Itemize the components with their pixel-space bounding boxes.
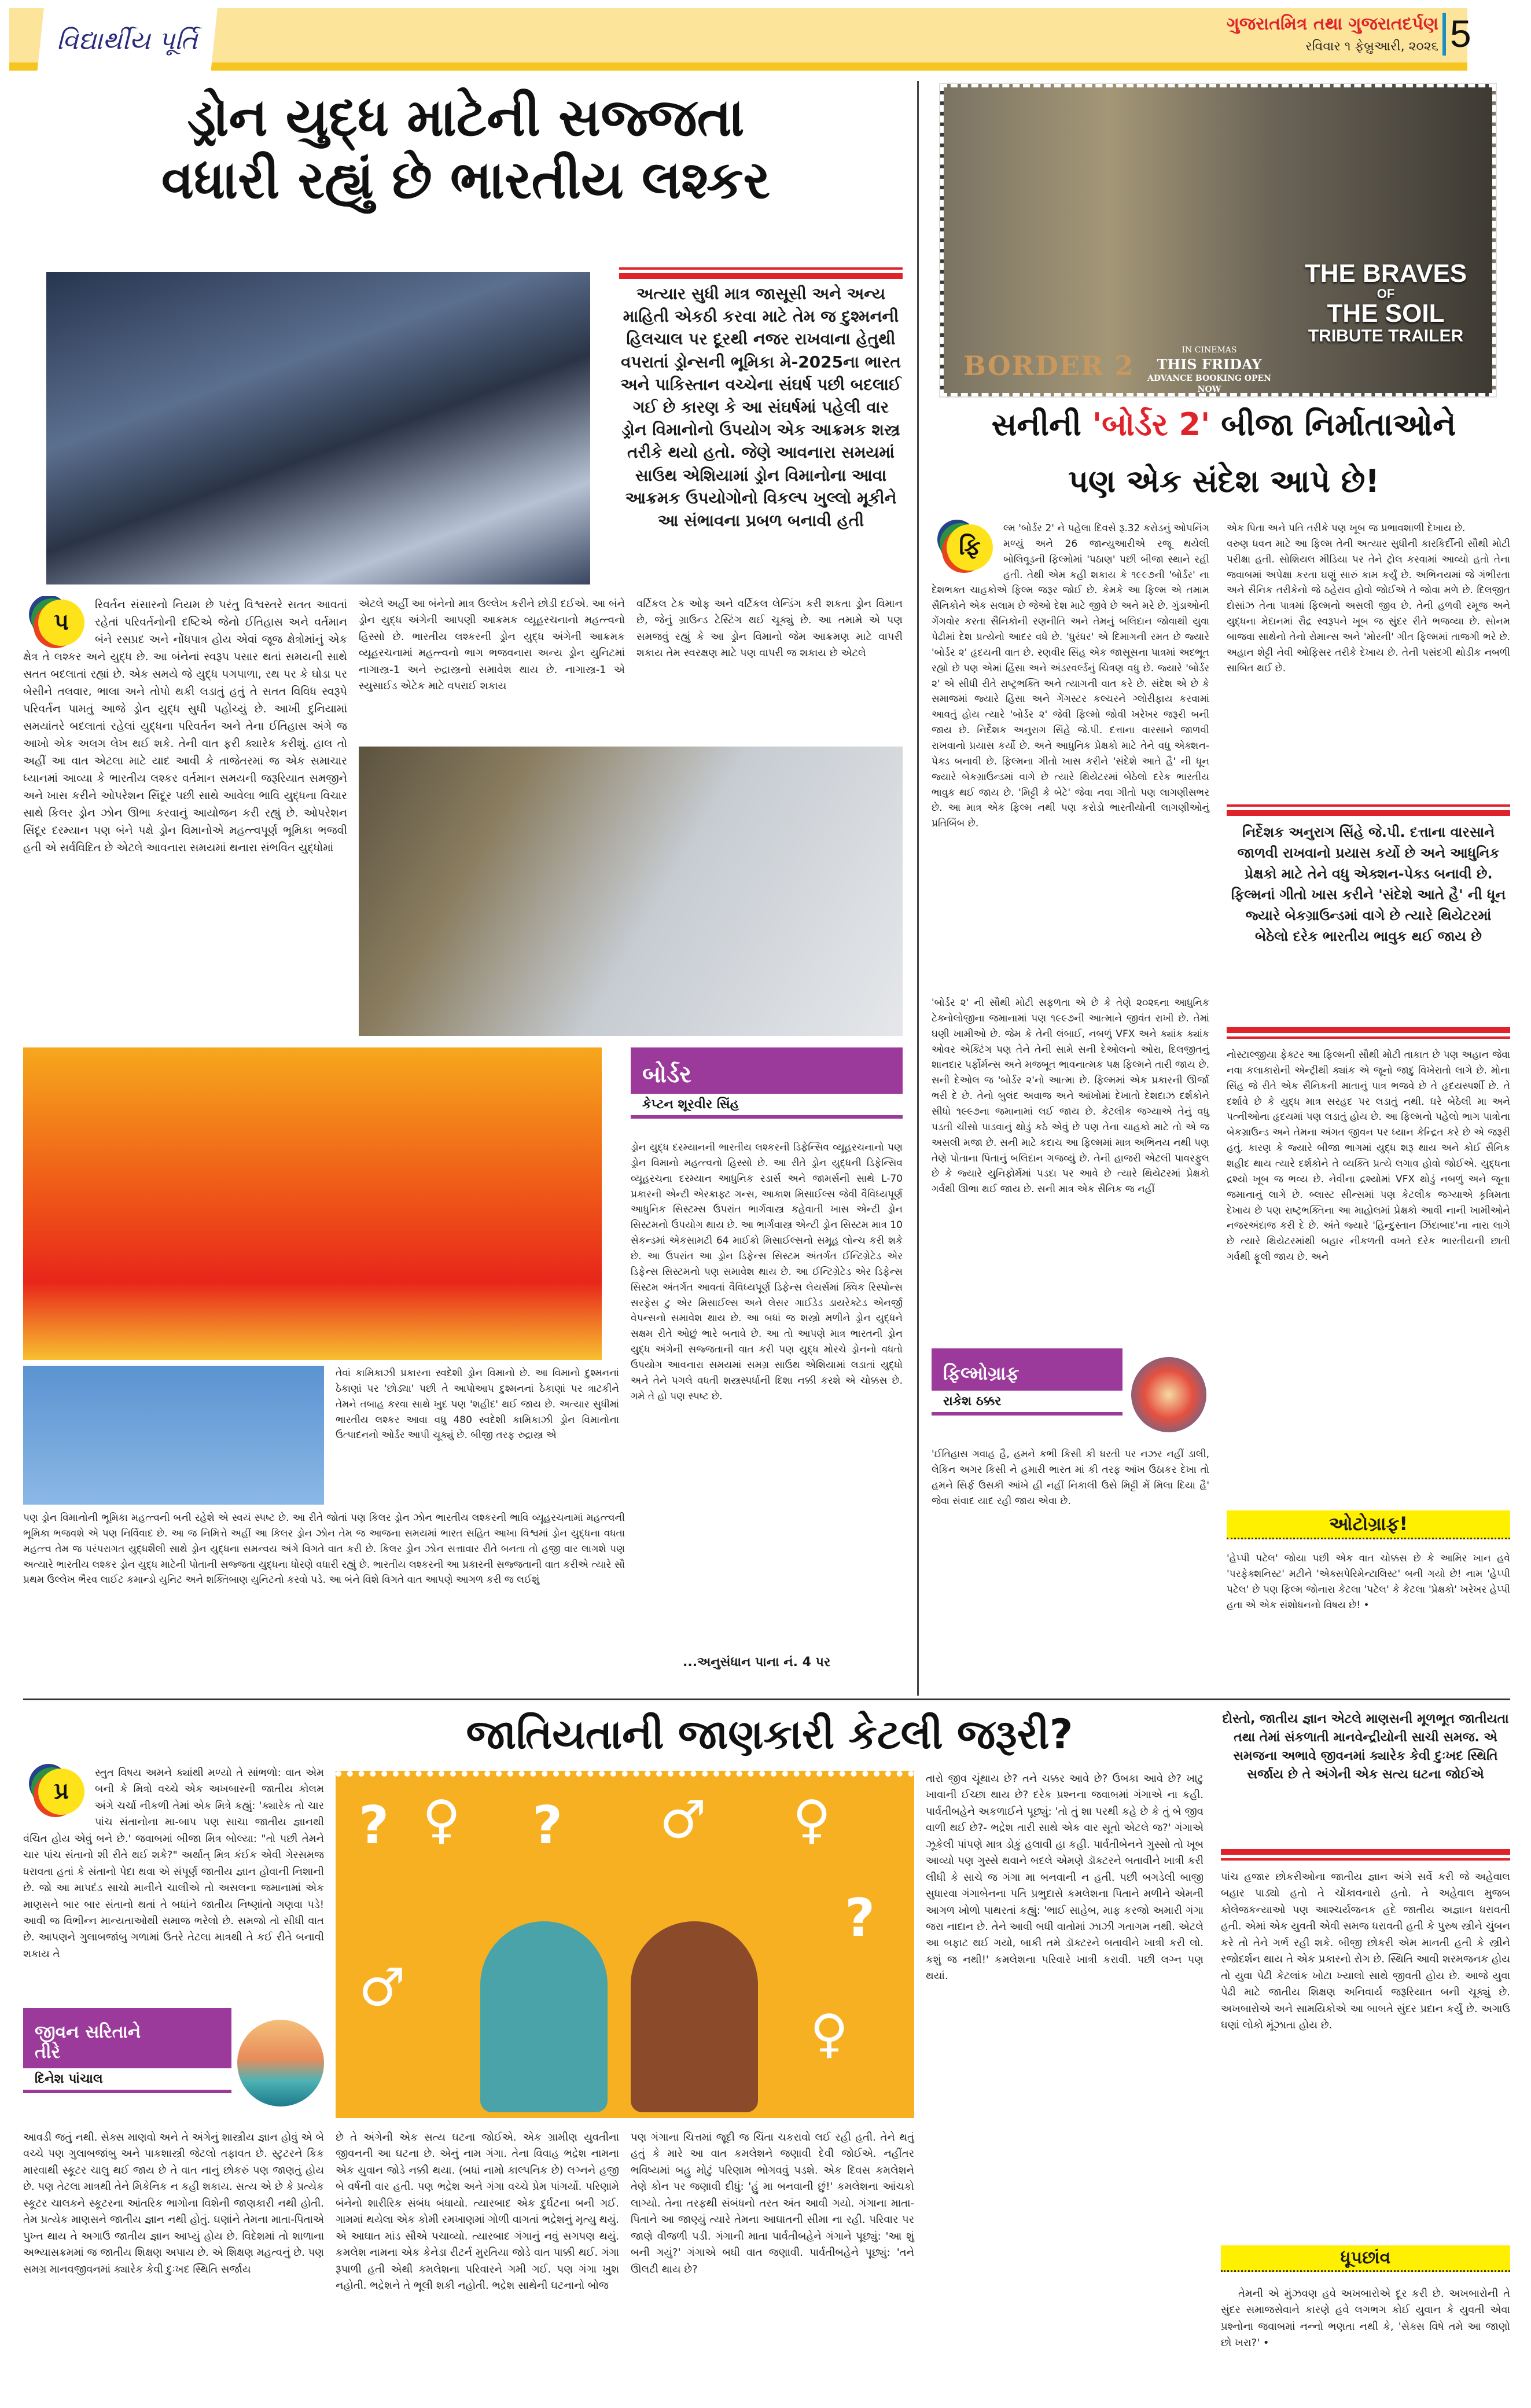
poster-release: IN CINEMAS THIS FRIDAY ADVANCE BOOKING OPEN NOW (1147, 345, 1271, 394)
drone-para-3: પણ ડ્રોન વિમાનોની ભૂમિકા મહત્ત્વની બની રહેશે એ સ્વયં સ્પષ્ટ છે. આ રીતે જોતાં પણ કિલર ડ્રોન ઝોન ભારતીય લશ્કરની ભાવિ વ્યૂહરચનામાં મહત્ત્વની ભૂમિકા ભજવશે એ પણ નિર્વિવાદ છે. આ જ નિમિત્તે અહીં આ કિલર ડ્રોન ઝોન તેમ જ આજના સમયમાં ભારત સહિત આખા વિશ્વમાં ડ્રોન યુદ્ધના વધતા મહત્ત્વ તેમ જ પરંપરાગત યુદ્ધશૈલી સાથે ડ્રોન યુદ્ધના સમન્વય અંગે વિગતે વાત કરી છે. કિલર ડ્રોન ઝોન સત્તાવાર રીતે બનતા તો હજી વાર લાગશે પણ અત્યારે ભારતીય લશ્કર ડ્રોન યુદ્ધ માટેની પોતાની સજ્જતા યુદ્ધના ધોરણે વધારી રહ્યું છે. ભારતીય લશ્કરની આ પ્રકારની સજ્જતાની વાત કરીએ ત્યારે સૌ પ્રથમ ઉલ્લેખ ભૈરવ લાઈટ કમાન્ડો યુનિટ અને શક્તિબાણ યુનિટનો કરવો પડે. આ બંને વિશે વિગતે વાત આપણે આગળ કરી જ લઈશું (23, 1512, 625, 1586)
column-badge-jivan: જીવન સરિતાને તીરે દિનેશ પાંચાલ (23, 2008, 231, 2093)
drone-swarm-photo (46, 272, 590, 584)
sexed-col-3: છે તે અંગેની એક સત્ય ઘટના જોઈએ. એક ગ્રામીણ યુવતીના જીવનની આ ઘટના છે. એનું નામ ગંગા. તેના વિવાહ ભદ્રેશ નામના એક યુવાન જોડે નક્કી થયા. (બધાં નામો કાલ્પનિક છે) લગ્નને હજી બે વર્ષની વાર હતી. પણ ભદ્રેશ અને ગંગા વચ્ચે પ્રેમ પાંગર્યો. પરિણામે બંનેનો શારીરિક સંબંધ બંધાયો. ત્યારબાદ એક દુર્ઘટના બની ગઈ. ગામમાં થયેલા એક કોમી રમખાણમાં ગોળી વાગતાં ભદ્રેશનું મૃત્યુ થયું. એ આઘાત માંડ સૌએ પચાવ્યો. ત્યારબાદ ગંગાનું નવું સગપણ થયું. કમલેશ નામના એક કેનેડા રીટર્ન મુરતિયા જોડે વાત પાક્કી થઈ. ગંગા રૂપાળી હતી એથી કમલેશના પરિવારને ગમી ગઈ. પણ ગંગા ખુશ નહોતી. ભદ્રેશને તે ભૂલી શકી નહોતી. ભદ્રેશ સાથેની ઘટનાનો બોજ (336, 2131, 619, 2292)
section-divider (23, 1699, 1510, 1700)
male-symbol-icon: ♂ (660, 1789, 706, 1850)
drone-intro: અત્યાર સુધી માત્ર જાસૂસી અને અન્ય માહિતી એકઠી કરવા માટે તેમ જ દુશ્મનની હિલચાલ પર દૂરથી નજર રાખવાના હેતુથી વપરાતાં ડ્રોન્સની ભૂમિકા મે-2025ના ભારત અને પાકિસ્તાન વચ્ચેના સંઘર્ષ પછી બદલાઈ ગઈ છે કારણ કે આ સંઘર્ષમાં પહેલી વાર ડ્રોન વિમાનોનો ઉપયોગ એક આક્રમક શસ્ત્ર તરીકે થયો હતો. જેણે આવનારા સમયમાં સાઉથ એશિયામાં ડ્રોન વિમાનોના આવા આક્રમક ઉપયોગોનો વિકલ્પ ખુલ્લો મૂકીને આ સંભાવના પ્રબળ બનાવી હતી (620, 284, 901, 530)
drop-initial-fi: ફિ (947, 524, 993, 571)
helicopter-drone-photo (23, 1366, 324, 1505)
edition-date: રવિવાર ૧ ફેબ્રુઆરી, ૨૦૨૬ (1305, 39, 1438, 54)
boy-figure (480, 1921, 608, 2112)
question-mark-icon: ? (845, 1888, 875, 1949)
red-rule (1227, 804, 1510, 816)
sexed-col-2: આવડી જતું નથી. સેક્સ માણવો અને તે અંગેનું શાસ્ત્રીય જ્ઞાન હોવું એ બે વચ્ચે પણ ગુલાબજાંબુ અને પાકશાસ્ત્રી જેટલો તફાવત છે. સ્ટુટરને કિક મારવાથી સ્કૂટર ચાલુ થઈ જાય છે તે વાત નાનું છોકરું પણ જાણતું હોય છે. પણ તેટલા માત્રથી તેને મિકેનિક ન કહી શકાય. સત્ય એ છે કે પ્રત્યેક સ્કૂટર ચાલકને સ્કૂટરના આંતરિક ભાગોના વિશેની જાણકારી નથી હોતી. તેમ પ્રત્યેક માણસને જાતીય જ્ઞાન નથી હોતું. ઘણાંને તેમના માતા-પિતાએ પુખ્ત થાય તે અગાઉ જાતીય જ્ઞાન આપ્યું હોય છે. વિદેશમાં તો શાળાના અભ્યાસક્રમમાં જ જાતીય શિક્ષણ અપાય છે. એ શિક્ષણ મહત્વનું છે. પણ સમગ્ર માનવજીવનમાં ક્યારેક કેવી દુઃખદ સ્થિતિ સર્જાય (23, 2131, 324, 2275)
film-col-side: નોસ્ટાલ્જીયા ફેક્ટર આ ફિલ્મની સૌથી મોટી તાકાત છે પણ અહાન જેવા નવા કલાકારોની એન્ટ્રીથી ક્યાંક એ જૂનો જાદુ વિખેરાતો લાગે છે. મોના સિંહ જે રીતે એક સૈનિકની માતાનું પાત્ર ભજવે છે તે હૃદયસ્પર્શી છે. તે દર્શાવે છે કે યુદ્ધ માત્ર સરહદ પર લડાતું નથી. ઘરે બેઠેલી મા અને પત્નીઓના હૃદયમાં પણ લડાતું હોય છે. આ ફિલ્મનો પહેલો ભાગ પાત્રોના બેકગ્રાઉન્ડ અને તેમના અંગત જીવન પર ધ્યાન કેન્દ્રિત કરે છે એ જરૂરી હતું. કારણ કે જ્યારે બીજા ભાગમાં યુદ્ધ શરૂ થાય અને કોઈ સૈનિક શહીદ થાય ત્યારે દર્શકોને તે વ્યક્તિ પ્રત્યે લગાવ હોવો જોઈએ. યુદ્ધના દ્રશ્યો ખૂબ જ ભવ્ય છે. નેવીના દ્રશ્યોમાં VFX થોડું નબળું અને જૂના જમાનાનું લાગે છે. બ્લાસ્ટ સીન્સમાં પણ કેટલીક જગ્યાએ કૃત્રિમતા દેખાય છે પણ રાષ્ટ્રભક્તિના આ માહોલમાં પ્રેક્ષકો આવી નાની ખામીઓને નજરઅંદાજ કરી દે છે. અંતે જ્યારે 'હિન્દુસ્તાન ઝિંદાબાદ'ના નારા લાગે છે ત્યારે થિયેટરમાંથી બહાર નીકળતી વખતે દરેક ભારતીયની છાતી ગર્વથી ફૂલી જાય છે. અને (1227, 1049, 1510, 1263)
sexed-deck: દોસ્તો, જાતીય જ્ઞાન એટલે માણસની મૂળભૂત જાતીયતા તથા તેમાં સંકળાતી માનવેન્દ્રીયોની સાચી સમજ. એ સમજના અભાવે જીવનમાં ક્યારેક કેવી દુઃખદ સ્થિતિ સર્જાય છે તે અંગેની એક સત્ય ઘટના જોઈએ (1222, 1712, 1509, 1782)
poster-tagline: THE BRAVES OF THE SOIL TRIBUTE TRAILER (1304, 259, 1467, 346)
dhoopchhaon-label: ધૂપછાંવ (1221, 2245, 1510, 2272)
girl-figure (631, 1921, 758, 2112)
drone-col-mid4: તેવાં કામિકાઝી પ્રકારના સ્વદેશી ડ્રોન વિમાનો છે. આ વિમાનો દુશ્મનનાં ઠેકાણાં પર 'છોડ્યા' પછી તે આપોઆપ દુશ્મનનાં ઠેકાણાં પર ત્રાટકીને તેમને તબાહ કરવા સાથે ખુદ પણ 'શહીદ' થઈ જાય છે. અત્યાર સુધીમાં ભારતીય લશ્કર આવા વધુ 480 સ્વદેશી કામિકાઝી ડ્રોન વિમાનોના ઉત્પાદનનો ઓર્ડર આપી ચૂક્યું છે. બીજી તરફ રુદ્રાસ્ત્ર એ (336, 1367, 619, 1442)
paper-name: ગુજરાતમિત્ર તથા ગુજરાતદર્પણ (1226, 14, 1438, 34)
supplement-logo: વિદ્યાર્થીય પૂર્તિ (37, 6, 218, 75)
drone-headline: ડ્રોન યુદ્ધ માટેની સજ્જતા વધારી રહ્યું છે ભારતીય લશ્કર (161, 87, 771, 211)
film-col-3: 'બોર્ડર ૨' ની સૌથી મોટી સફળતા એ છે કે તેણે ૨૦૨૬ના આધુનિક ટેક્નોલોજીના જમાનામાં પણ ૧૯૯૭ની આત્માને જીવંત રાખી છે. તેમાં ઘણી ખામીઓ છે. જેમ કે તેની લંબાઈ, નબળું VFX અને ક્યાંક ક્યાંક ઓવર એક્ટિંગ પણ તેને તેની સામે સની દેઓલનો ઓરા, દિલજીતનું શાનદાર પર્ફોર્મન્સ અને મજબૂત ભાવનાત્મક પક્ષ ફિલ્મને તારી જાય છે. સની દેઓલ જ 'બોર્ડર ૨'નો આત્મા છે. ફિલ્મમાં એક પ્રકારની ઊર્જા ભરી દે છે. તેનો બુલંદ અવાજ અને આંખોમાં દેખાતો દેશદાઝ દર્શકોને સીધો ૧૯૯૭ના જમાનામાં લઈ જાય છે. કેટલીક જગ્યાએ તેનું વધુ પડતી ચીસો પાડવાનું થોડું કઠે એવું છે પણ તેના ચાહકો માટે તો એ જ અસલી મજા છે. સની માટે કદાચ આ ફિલ્મમાં માત્ર અભિનય નથી પણ તેણે પોતાના પિતાનું બલિદાન ગજવ્યું છે. તેની હાજરી એટલી પાવરફુલ છે કે જ્યારે યુનિફોર્મમાં પડદા પર આવે છે ત્યારે થિયેટરમાં પ્રેક્ષકો ગર્વથી ઊભા થઈ જાય છે. સની માત્ર એક સૈનિક જ નહીં (932, 997, 1209, 1196)
drone-col-mid1: એટલે અહીં આ બંનેનો માત્ર ઉલ્લેખ કરીને છોડી દઈએ. આ બંને ડ્રોન યુદ્ધ અંગેની આપણી આક્રમક વ્યૂહરચનાનો મહત્ત્વનો હિસ્સો છે. ભારતીય લશ્કરની ડ્રોન યુદ્ધ અંગેની આક્રમક વ્યૂહરચનામાં મહત્ત્વનો ભાગ ભજવનારા અન્ય ડ્રોન યુનિટમાં નાગાસ્ત્ર-1 અને રુદ્રાસ્ત્રનો સમાવેશ થાય છે. નાગાસ્ત્ર-1 એ સ્યુસાઈડ એટેક માટે વપરાઈ શકાય (359, 598, 625, 693)
sexed-col-5: તારો જીવ ચૂંથાય છે? તને ચક્કર આવે છે? ઉબકા આવે છે? ખાટુ ખાવાની ઈચ્છા થાય છે? દરેક પ્રશ્નના જવાબમાં ગંગાએ ના કહી. પાર્વતીબહેને અકળાઈને પૂછ્યું: 'તો તું શા પરથી કહે છે કે તું બે જીવ વાળી થઈ છે?- ભદ્રેશ તારી સાથે એક વાર સૂતો એટલે જ?' ગંગાએ ઝૂકેલી પાંપણે માત્ર ડોકું હલાવી હા કહી. પાર્વતીબેનને ગુસ્સો તો ખૂબ આવ્યો પણ ગુસ્સે થવાને બદલે એમણે ડૉક્ટરને બતાવીને ખાત્રી કરી લીધી કે સાચે જ ગંગા મા બનવાની ન હતી. પછી બગડેલી બાજી સુધારવા ગંગાબેનના પતિ પ્રભુદાસે કમલેશના પિતાને મળીને એમની આગળ ખોળો પાથરતાં કહ્યું: 'ભાઈ સાહેબ, માફ કરજો અમારી ગંગા જરા નાદાન છે. તેને આવી બધી વાતોમાં ઝાઝી ગતાગમ નથી. એટલે આ બફાટ થઈ ગયો, બાકી તમે ડૉક્ટરને બતાવીને ખાત્રી કરી લો. કશું જ નથી!' કમલેશના પરિવારે ખાત્રી કરાવી. પછી લગ્ન પણ થયાં. (926, 1773, 1204, 1983)
red-rule (619, 267, 903, 279)
column-divider (917, 81, 919, 1696)
red-rule (1221, 1849, 1510, 1861)
poster-title: BORDER 2 (963, 350, 1135, 381)
column-badge-filmograph: ફિલ્મોગ્રાફ રાકેશ ઠક્કર (932, 1348, 1123, 1416)
autograph-text: 'હેપ્પી પટેલ' જોયા પછી એક વાત ચોક્કસ છે કે આમિર ખાન હવે 'પરફેક્શનિસ્ટ' મટીને 'એક્સપેરિમેન્ટાલિસ્ટ' બની ગયો છે! નામ 'હેપ્પી પટેલ' છે પણ ફિલ્મ જોનારા કેટલા 'પટેલ' કે કેટલા 'પ્રેક્ષકો' ખરેખર હેપ્પી હતા એ એક સંશોધનનો વિષય છે! • (1227, 1553, 1510, 1611)
masthead-strip (9, 63, 1467, 71)
film-quote: 'ઈતિહાસ ગવાહ હૈ, હમને કભી કિસી કી ધરતી પર નઝર નહીં ડાલી, લેકિન અગર કિસી ને હમારી ભારત માં કી તરફ આંખ ઉઠાકર દેખા તો હમને સિર્ફ ઉસકી આંખે હી નહીં નિકાલી ઉસે મિટ્ટી મેં મિલા દિયા હૈ' જેવા સંવાદ યાદ રહી જાય એવા છે. (932, 1449, 1209, 1507)
bomb-drones-illustration (23, 1047, 602, 1360)
soldier-drone-photo (359, 747, 903, 1036)
drone-col-mid3: ડ્રોન યુદ્ધ દરમ્યાનની ભારતીય લશ્કરની ડિફેન્સિવ વ્યૂહરચનાનો પણ ડ્રોન વિમાનો મહત્ત્વનો હિસ્સો છે. આ રીતે ડ્રોન યુદ્ધની ડિફેન્સિવ વ્યૂહરચના દરમ્યાન આધુનિક રડાર્સ અને જામર્સની સાથે L-70 પ્રકારની એન્ટી એરક્રાફ્ટ ગન્સ, આકાશ મિસાઈલ્સ જેવી વૈવિધ્યપૂર્ણ આધુનિક સિસ્ટમ્સ ઉપરાંત ભાર્ગવાસ્ત્ર કહેવાતી ખાસ એન્ટી ડ્રોન સિસ્ટમનો ઉપયોગ થાય છે. આ ભાર્ગવાસ્ત્ર એન્ટી ડ્રોન સિસ્ટમ માત્ર 10 સેકન્ડમાં એકસામટી 64 માઈક્રો મિસાઈલ્સનો સમૂહ લોન્ચ કરી શકે છે. આ ઉપરાંત આ ડ્રોન ડિફેન્સ સિસ્ટમ અંતર્ગત ઈન્ટિગ્રેટેડ એર ડિફેન્સ સિસ્ટમનો પણ સમાવેશ થાય છે. આ ઈન્ટિગ્રેટેડ એર ડિફેન્સ સિસ્ટમ અંતર્ગત આવતાં વૈવિધ્યપૂર્ણ ડિફેન્સ લેયર્સમાં ક્વિક રિસ્પોન્સ સરફેસ ટુ એર મિસાઈલ્સ અને લેસર ગાઈડેડ ડાયરેક્ટેડ એનર્જી વેપન્સનો સમાવેશ થાય છે. આ બધાં જ શસ્ત્રો મળીને ડ્રોન યુદ્ધને સક્ષમ રીતે ઓછું ભારે બનાવે છે. આ તો આપણે માત્ર ભારતની ડ્રોન યુદ્ધ અંગેની સજ્જતાની વાત કરી પણ યુદ્ધ મોરચે ડ્રોનનો વધતો ઉપયોગ આવનારા સમયમાં સમગ્ર સાઉથ એશિયામાં લડાતાં યુદ્ધો અને તેને પગલે વધતી શસ્ત્રસ્પર્ધાની દિશા નક્કી કરશે એ ચોક્કસ છે. ગમે તે હો પણ સ્પષ્ટ છે. (631, 1142, 903, 1402)
drone-col-mid2: વર્ટિકલ ટેક ઓફ અને વર્ટિકલ લેન્ડિંગ કરી શકતા ડ્રોન વિમાન છે, જેનું ગ્રાઉન્ડ ટેસ્ટિંગ થઈ ચૂક્યું છે. આ તમામે એ પણ સમજવું રહ્યું કે આ ડ્રોન વિમાનો જેમ આક્રમણ માટે વાપરી શકાય તેમ સ્વરક્ષણ માટે પણ વાપરી જ શકાય છે એટલે (636, 598, 903, 660)
film-headline-line1: સનીની 'બોર્ડર 2' બીજા નિર્માતાઓને (991, 406, 1456, 443)
page-number-divider (1442, 13, 1446, 56)
yoga-meditation-icon (237, 2020, 324, 2106)
gender-symbols-illustration (336, 1771, 914, 2118)
male-symbol-icon: ♂ (359, 1957, 406, 2018)
sexed-col-6: પાંચ હજાર છોકરીઓના જાતીય જ્ઞાન અંગે સર્વે કરી જે અહેવાલ બહાર પાડ્યો હતો તે ચોંકાવનારો હતો. તે અહેવાલ મુજબ કોલેજકન્યાઓ પણ આશ્ચર્યજનક હદે જાતીય અજ્ઞાન ધરાવતી હતી. એમાં એક યુવતી એવી સમજ ધરાવતી હતી કે પુરુષ સ્ત્રીને ચુંબન કરે તો તેને ગર્ભ રહી શકે. બીજી છોકરી એમ માનતી હતી કે સ્ત્રીને રજોદર્શન થાય તે એક પ્રકારનો રોગ છે. સ્થિતિ આવી શરમજનક હોય તો યુવા પેઢી કેટલાંક ખોટા ખ્યાલો સાથે જીવતી હોય છે. આજે યુવા પેઢી માટે જાતીય શિક્ષણ અનિવાર્ય જરૂરિયાત બની ચૂક્યું છે. અખબારોએ અને સામયિકોએ આ બાબતે સુંદર પ્રદાન કર્યું છે. અગાઉ ઘણાં લોકો મૂંઝાતા હોય છે. (1221, 1871, 1510, 2031)
film-headline-line2: પણ એક સંદેશ આપે છે! (1068, 463, 1380, 499)
female-symbol-icon: ♀ (793, 1789, 831, 1850)
sexed-col-1: પ્ર સ્તુત વિષય અમને ક્યાંથી મળ્યો તે સાંભળો: વાત એમ બની કે મિત્રો વચ્ચે એક અખબારની જાતીય કોલમ અંગે ચર્ચા નીકળી તેમાં એક મિત્રે કહ્યું: 'ક્યારેક તો ચાર પાંચ સંતાનોના મા-બાપ પણ સાચા જાતીય જ્ઞાનથી વંચિત હોય એવું બને છે.' જવાબમાં બીજા મિત્ર બોલ્યા: "તો પછી તેમને ચાર પાંચ સંતાનો શી રીતે થઈ શકે?" અર્થાત્ મિત્ર કંઈક એવી ગેરસમજ ધરાવતા હતાં કે સંતાનો પેદા થવા એ સંપૂર્ણ જાતીય જ્ઞાન હોવાની નિશાની છે. જો આ માપદંડ સાચો માનીને ચાલીએ તો અસલના જમાનામાં એક માણસને બાર બાર સંતાનો થતાં તે બધાંને જાતીય નિષ્ણાંતો ગણવા પડે! આવી જ વિભીન્ન માન્યતાઓથી સમાજ ભરેલો છે. સમજો તો સીધી વાત છે. આપણને ગુલાબજાંબુ ગળામાં ઉતરે તેટલા માત્રથી તે કઈ રીતે બનાવી શકાય તે (23, 1767, 324, 1960)
dhoopchhaon-text: તેમની એ મુંઝવણ હવે અખબારોએ દૂર કરી છે. અખબારોની તે સુંદર સમાજસેવાને કારણે હવે લગભગ કોઈ યુવાન કે યુવતી એવા પ્રશ્નોના જવાબમાં નન્નો ભણતા નથી કે, 'સેક્સ વિષે તમે આ જાણો છો ખરા?' • (1221, 2288, 1510, 2350)
drop-initial-pa: પ (38, 600, 84, 646)
page-number: 5 (1450, 12, 1471, 55)
popcorn-icon (1131, 1357, 1206, 1432)
drone-para-1a: પ રિવર્તન સંસારનો નિયમ છે પરંતુ વિશ્વસ્તરે સતત આવતાં રહેતાં પરિવર્તનોની દષ્ટિએ જેનો ઈતિહાસ અને વર્તમાન બંને રસપ્રદ અને નોંધપાત્ર હોય એવાં જૂજ ક્ષેત્રોમાંનું એક ક્ષેત્ર તે લશ્કર અને યુદ્ધ છે. આ બંનેનાં સ્વરૂપ પસાર થતાં સમયની સાથે સતત બદલાતાં રહ્યાં છે. એક સમયે જે યુદ્ધ પગપાળા, રથ પર કે ઘોડા પર બેસીને તલવાર, ભાલા અને તોપો થકી લડાતું હતું તે સતત વિવિધ સ્વરૂપે પરિવર્તન પામતું આજે ડ્રોન યુદ્ધ સુધી પહોંચ્યું છે. આખી દુનિયામાં સમયાંતરે બદલાતાં રહેલાં યુદ્ધના પરિવર્તન અને તેના ઈતિહાસ અંગે જ આખો એક અલગ લેખ થઈ શકે. તેની વાત ફરી ક્યારેક કરીશું. હાલ તો અહીં આ વાત એટલા માટે યાદ આવી કે તાજેતરમાં જ એક સમાચાર ધ્યાનમાં આવ્યા કે ભારતીય લશ્કર વર્તમાન સમયની જરૂરિયાત સમજીને અને ખાસ કરીને ઓપરેશન સિંદૂર પછી સાથે આવેલા ભાવિ યુદ્ધના વિચાર સાથે કિલર ડ્રોન ઝોન ઊભા કરવાનું આયોજન કરી રહ્યું છે. ઓપરેશન સિંદૂર દરમ્યાન પણ બંને પક્ષે ડ્રોન વિમાનોએ મહત્ત્વપૂર્ણ ભૂમિકા ભજવી હતી એ સર્વવિદિત છે એટલે આવનારા સમયમાં થનારા સંભવિત યુદ્ધોમાં (23, 598, 347, 855)
sexed-col-4: પણ ગંગાના ચિત્તમાં જૂદી જ ચિંતા ચકરાવો લઈ રહી હતી. તેને થતું હતું કે મારે આ વાત કમલેશને જણાવી દેવી જોઈએ. નહીંતર ભવિષ્યમાં બહુ મોટું પરિણામ ભોગવવું પડશે. એક દિવસ કમલેશને તેણે કોન પર જણાવી દીધું: 'હું મા બનવાની છું!' કમલેશના આંચકો લાગ્યો. તેના તરફથી સંબંધનો તરત અંત આવી ગયો. ગંગાના માતા-પિતાને આ જાણ્યું ત્યારે તેમના આઘાતની સીમા ના રહી. પરિવાર પર જાણે વીજળી પડી. ગંગાની માતા પાર્વતીબહેને ગંગાને પૂછ્યું: 'આ શું બની ગયું?' ગંગાએ બધી વાત જણાવી. પાર્વતીબહેને પૂછ્યું: 'તને ઊલટી થાય છે? (631, 2131, 914, 2275)
female-symbol-icon: ♀ (422, 1789, 461, 1850)
question-mark-icon: ? (359, 1795, 389, 1856)
film-col-2: એક પિતા અને પતિ તરીકે પણ ખૂબ જ પ્રભાવશાળી દેખાય છે. વરુણ ધવન માટે આ ફિલ્મ તેની અત્યાર સુધીની કારકિર્દીની સૌથી મોટી પરીક્ષા હતી. સોશિયલ મીડિયા પર તેને ટ્રોલ કરવામાં આવ્યો હતો તેના જવાબમાં અપેક્ષા કરતા ઘણું સારું કામ કર્યું છે. અભિનયમાં જે ગંભીરતા અને સૈનિક તરીકેનો જે ઠહેરાવ હોવો જોઈએ તે જોવા મળે છે. દિલજીત દોસાંઝ તેના પાત્રમાં ફિલ્મનો અસલી જીવ છે. તેની હળવી રમૂજ અને યુદ્ધના મેદાનમાં રૌદ્ર સ્વરૂપને ખૂબ જ સુંદર રીતે ભજવ્યા છે. સોનમ બાજવા સાથેનો તેનો રોમાન્સ અને 'મોરની' ગીત ફિલ્મમાં તાજગી ભરે છે. અહાન શેટ્ટી નેવી ઓફિસર તરીકે દેખાય છે. તેની પસંદગી થોડીક નબળી સાબિત થઈ છે. (1227, 523, 1510, 674)
column-badge-border: બોર્ડર કેપ્ટન શૂરવીર સિંહ (631, 1047, 903, 1119)
film-pull-quote: નિર્દેશક અનુરાગ સિંહે જે.પી. દત્તાના વારસાને જાળવી રાખવાનો પ્રયાસ કર્યો છે અને આધુનિક પ્રેક્ષકો માટે તેને વધુ એક્શન-પેક્ડ બનાવી છે. ફિલ્મનાં ગીતો ખાસ કરીને 'સંદેશે આતે હૈ' ની ધૂન જ્યારે બેકગ્રાઉન્ડમાં વાગે છે ત્યારે થિયેટરમાં બેઠેલો દરેક ભારતીય ભાવુક થઈ જાય છે (1231, 824, 1506, 944)
red-rule (1227, 1027, 1510, 1039)
question-mark-icon: ? (532, 1795, 563, 1856)
drop-initial-pra: પ્ર (38, 1769, 84, 1815)
film-col-1: ફિ લ્મ 'બોર્ડર 2' ને પહેલા દિવસે રૂ.32 કરોડનું ઓપનિંગ મળ્યું અને 26 જાન્યુઆરીએ રજૂ થયેલી બોલિવૂડની ફિલ્મોમાં 'પઠાણ' પછી બીજા સ્થાને રહી હતી. તેથી એમ કહી શકાય કે ૧૯૯૭ની 'બોર્ડર' ના દેશભક્ત ચાહકોએ ફિલ્મ જરૂર જોઈ છે. કેમકે આ ફિલ્મ એ તમામ સૈનિકોને એક સલામ છે જેઓ દેશ માટે જીવે છે અને મરે છે. ગુંડાઓની ગેંગવોર કરતા સૈનિકોની રણનીતિ અને તેમનું બલિદાન જોવાથી યુવા પેઢીમાં દેશ પ્રત્યેનો આદર વધે છે. 'ધુરંધર' એ દિમાગની રમત છે જ્યારે 'બોર્ડર ૨' હૃદયની વાત છે. રણવીર સિંહ એક જાસૂસના પાત્રમાં અદભૂત રહ્યો છે પણ એમાં હિંસા અને અંડરવર્લ્ડનું ચિત્રણ વધુ છે. જ્યારે 'બોર્ડર ૨' એ સીધી રીતે રાષ્ટ્રભક્તિ અને ત્યાગની વાત કરે છે. સંદેશ એ છે કે સમાજમાં જ્યારે હિંસા અને ગેંગસ્ટર કલ્ચરને ગ્લોરીફાય કરવામાં આવતું હોય ત્યારે 'બોર્ડર ૨' જેવી ફિલ્મો જોવી ખરેખર જરૂરી બની જાય છે. નિર્દેશક અનુરાગ સિંહે જે.પી. દત્તાના વારસાને જાળવી રાખવાનો પ્રયાસ કર્યો છે. અને આધુનિક પ્રેક્ષકો માટે તેને વધુ એક્શન-પેક્ડ બનાવી છે. ફિલ્મના ગીતો ખાસ કરીને 'સંદેશે આતે હૈ' ની ધૂન જ્યારે બેકગ્રાઉન્ડમાં વાગે છે ત્યારે થિયેટરમાં બેઠેલો દરેક ભારતીય ભાવુક થઈ જાય છે. 'મિટ્ટી કે બેટે' જેવા નવા ગીતો પણ લાગણીસભર છે. આ માત્ર એક ફિલ્મ નથી પણ કરોડો ભારતીયોની લાગણીઓનું પ્રતિબિંબ છે. (932, 523, 1209, 830)
continued-note: ...અનુસંધાન પાના નં. 4 પર (683, 1655, 831, 1670)
autograph-label: ઓટોગ્રાફ! (1227, 1510, 1510, 1539)
sexed-headline: જાતિયતાની જાણકારી કેટલી જરૂરી? (466, 1711, 1073, 1758)
female-symbol-icon: ♀ (810, 2003, 848, 2064)
